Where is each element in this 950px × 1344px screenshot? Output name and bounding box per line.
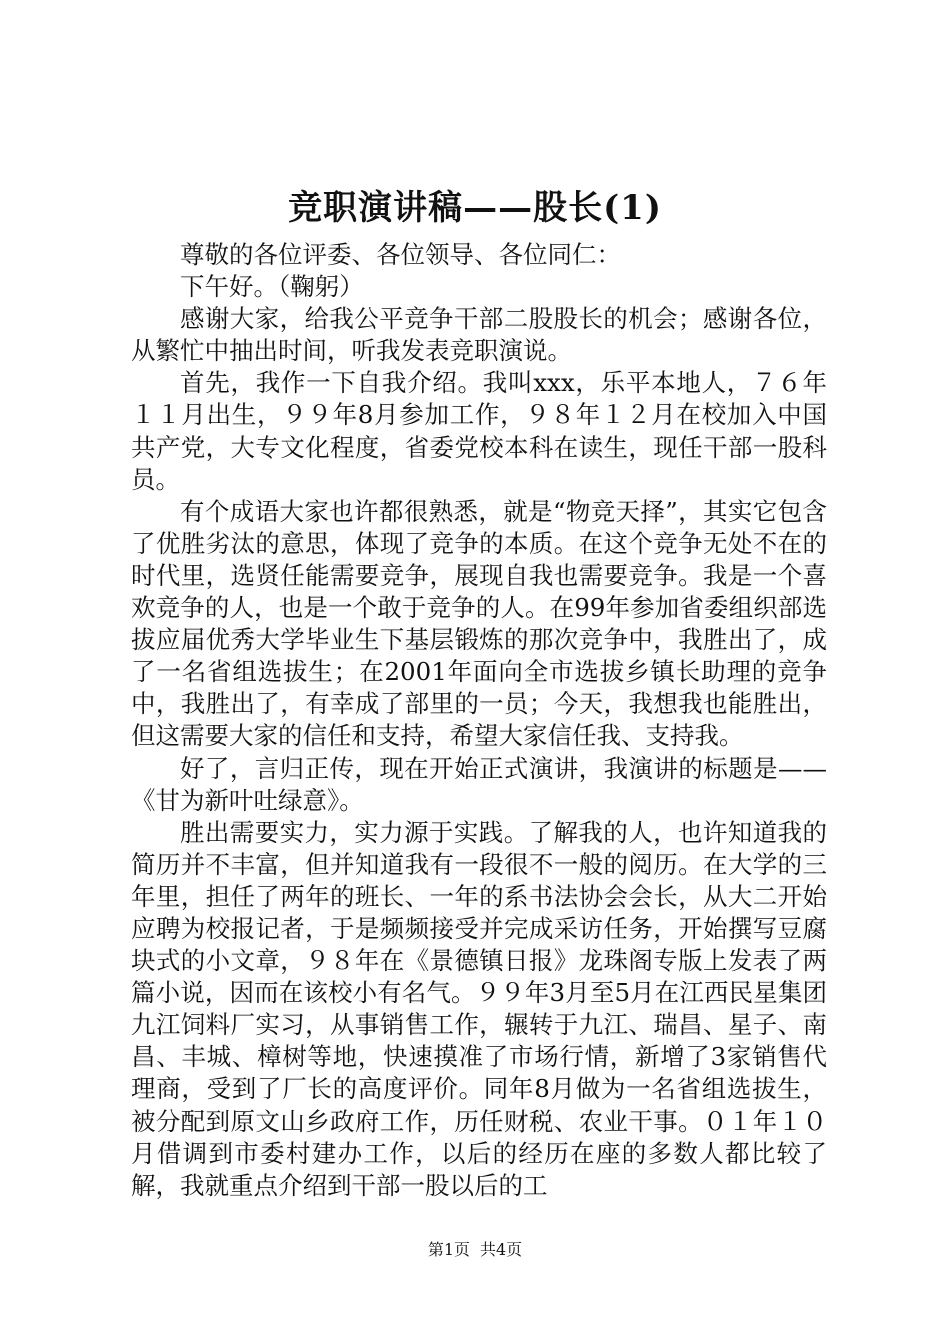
paragraph-greeting: 下午好。（鞠躬） bbox=[180, 272, 364, 302]
paragraph-experience: 胜出需要实力，实力源于实践。了解我的人，也许知道我的简历并不丰富，但并知道我有一段很不一般的阅历。在大学的三年里，担任了两年的班长、一年的系书法协会会长，从大二开始应聘为校报记者，于是频频接受并完成采访任务，开始撰写豆腐块式的小文章，９８年在《景德镇日报》龙珠阁专版上发表了两篇小说，因而在该校小有名气。９９年3月至5月在江西民星集团九江饲料厂实习，从事销售工作，辗转于九江、瑞昌、星子、南昌、丰城、樟树等地，快速摸准了市场行情，新增了3家销售代理商，受到了厂长的高度评价。同年8月做为一名省组选拔生，被分配到原文山乡政府工作，历任财税、农业干事。０１年１０月借调到市委村建办工作，以后的经历在座的多数人都比较了解，我就重点介绍到干部一股以后的工 bbox=[131, 817, 827, 1200]
paragraph-thanks: 感谢大家，给我公平竞争干部二股股长的机会；感谢各位，从繁忙中抽出时间，听我发表竞职演说。 bbox=[131, 304, 827, 366]
paragraph-speech-topic: 好了，言归正传，现在开始正式演讲，我演讲的标题是——《甘为新叶吐绿意》。 bbox=[131, 753, 827, 815]
document-title: 竞职演讲稿——股长(1) bbox=[288, 188, 662, 228]
page-number: 第1页 bbox=[427, 1240, 470, 1259]
page-footer bbox=[0, 1238, 950, 1262]
paragraph-self-introduction: 首先，我作一下自我介绍。我叫xxx，乐平本地人，７６年１１月出生，９９年8月参加工作，９８年１２月在校加入中国共产党，大专文化程度，省委党校本科在读生，现任干部一股科员。 bbox=[131, 368, 827, 494]
paragraph-salutation: 尊敬的各位评委、各位领导、各位同仁： bbox=[180, 240, 621, 269]
document-body bbox=[131, 239, 827, 1202]
page-total: 共4页 bbox=[480, 1240, 523, 1259]
paragraph-competition: 有个成语大家也许都很熟悉，就是“物竞天择”，其实它包含了优胜劣汰的意思，体现了竞争的本质。在这个竞争无处不在的时代里，选贤任能需要竞争，展现自我也需要竞争。我是一个喜欢竞争的人，也是一个敢于竞争的人。在99年参加省委组织部选拔应届优秀大学毕业生下基层锻炼的那次竞争中，我胜出了，成了一名省组选拔生；在2001年面向全市选拔乡镇长助理的竞争中，我胜出了，有幸成了部里的一员；今天，我想我也能胜出，但这需要大家的信任和支持，希望大家信任我、支持我。 bbox=[131, 496, 827, 751]
